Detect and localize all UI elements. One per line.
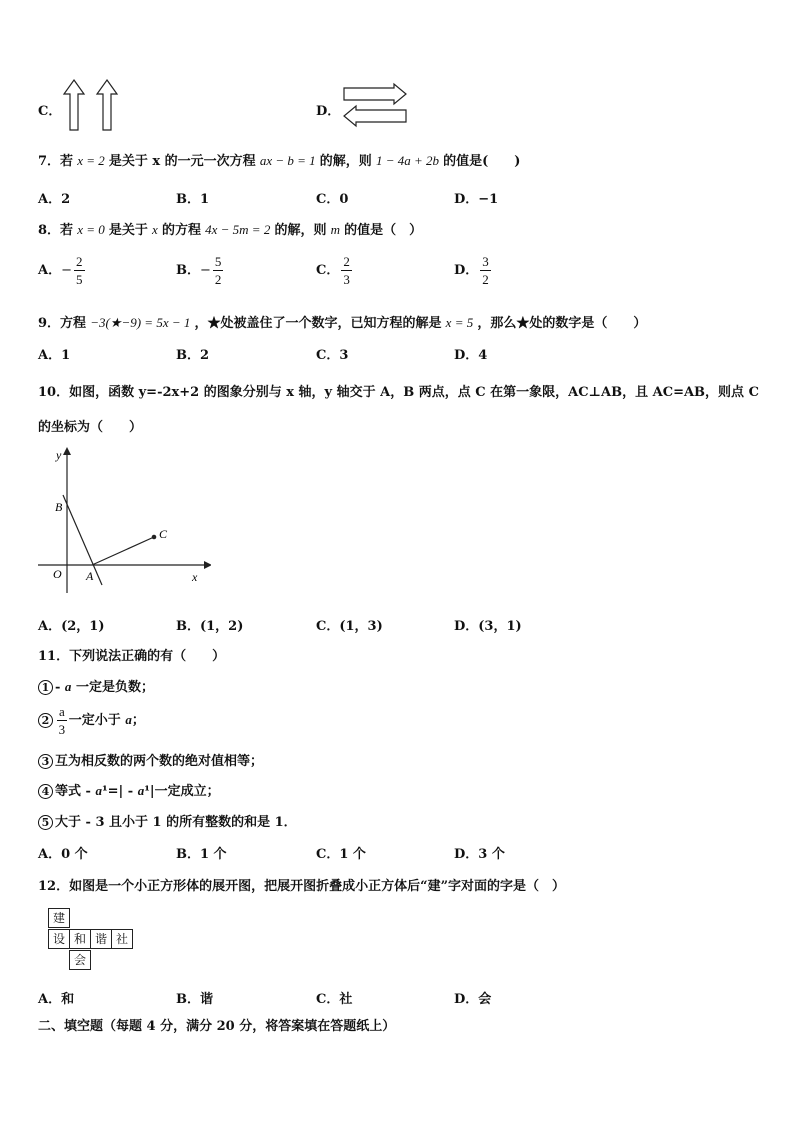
q6-option-d-label: D． [316,104,341,119]
net-cell-jian: 建 [48,908,70,928]
q11-item-2: 2 $\frac{a}{3}$ 一定小于 a； [38,705,145,736]
q7-option-b: B．1 [176,192,210,207]
q6-option-c-label: C． [38,104,62,119]
net-cell-she2: 社 [111,929,133,949]
q12-option-d: D．会 [454,992,492,1007]
q12-option-a: A．和 [38,992,75,1007]
q10-option-b: B．(1，2) [176,619,244,634]
q7-stem: 7．若 x = 2 是关于 x 的一元一次方程 ax − b = 1 的解，则 1 − 4a + 2b 的值是( ) [38,153,521,169]
label-c: C [159,527,168,541]
q8-stem: 8．若 x = 0 是关于 x 的方程 4x − 5m = 2 的解，则 m 的值是（ ） [38,222,423,238]
y-axis-arrow [63,447,71,455]
q9-option-a: A．1 [38,348,71,363]
segment-ac [92,537,154,565]
q10-option-c: C．(1，3) [316,619,383,634]
q8-option-c: C． $\frac{2}{3}$ [316,254,350,287]
x-axis-arrow [204,561,211,569]
q6-option-d-figure [340,82,410,130]
q8-option-d: D． $\frac{3}{2}$ [454,254,489,287]
q11-item-3: 3 互为相反数的两个数的绝对值相等； [38,750,263,769]
q8-option-a: A．− $\frac{2}{5}$ [38,254,83,287]
net-cell-she: 设 [48,929,70,949]
q10-option-a: A．(2，1) [38,619,105,634]
q7-option-c: C．0 [316,192,349,207]
q7-option-a: A．2 [38,192,71,207]
line-ab [63,495,102,585]
q11-option-a: A．0 个 [38,847,88,862]
q9-option-b: B．2 [176,348,210,363]
q7-option-d: D．−1 [454,192,499,207]
net-cell-he: 和 [69,929,91,949]
label-b: B [55,500,63,514]
net-cell-xie: 谐 [90,929,112,949]
q10-option-d: D．(3，1) [454,619,522,634]
q9-stem: 9．方程 −3(★−9) = 5x − 1 ，★处被盖住了一个数字，已知方程的解是 x = 5 ，那么★处的数字是（ ） [38,315,647,331]
q10-stem-line2: 的坐标为（ ） [38,420,143,435]
q11-item-5: 5 大于 - 3 且小于 1 的所有整数的和是 1． [38,811,297,830]
net-cell-hui: 会 [69,950,91,970]
q11-option-b: B．1 个 [176,847,227,862]
label-o: O [53,567,62,581]
q9-option-d: D．4 [454,348,488,363]
q11-stem: 11．下列说法正确的有（ ） [38,649,226,664]
section-2-heading: 二、填空题（每题 4 分，满分 20 分，将答案填在答题纸上） [38,1019,396,1034]
q9-option-c: C．3 [316,348,349,363]
q8-option-b: B．− $\frac{5}{2}$ [176,254,222,287]
q12-option-b: B．谐 [176,992,213,1007]
label-a: A [86,569,94,583]
label-y: y [56,448,62,462]
label-x: x [192,570,198,584]
q12-option-c: C．社 [316,992,353,1007]
q10-figure [36,445,211,595]
point-c [152,535,157,540]
q12-stem: 12．如图是一个小正方形体的展开图，把展开图折叠成小正方体后“建”字对面的字是（ ） [38,879,566,894]
q11-item-4: 4 等式 - a¹=| - a¹|一定成立； [38,780,220,799]
q11-option-d: D．3 个 [454,847,505,862]
q10-stem-line1: 10．如图，函数 y=-2x+2 的图象分别与 x 轴，y 轴交于 A，B 两点，点 C 在第一象限，AC⊥AB，且 AC=AB，则点 C [38,385,759,400]
q11-item-1: 1 - a 一定是负数； [38,676,154,695]
q6-option-c-figure [62,78,122,134]
q11-option-c: C．1 个 [316,847,366,862]
